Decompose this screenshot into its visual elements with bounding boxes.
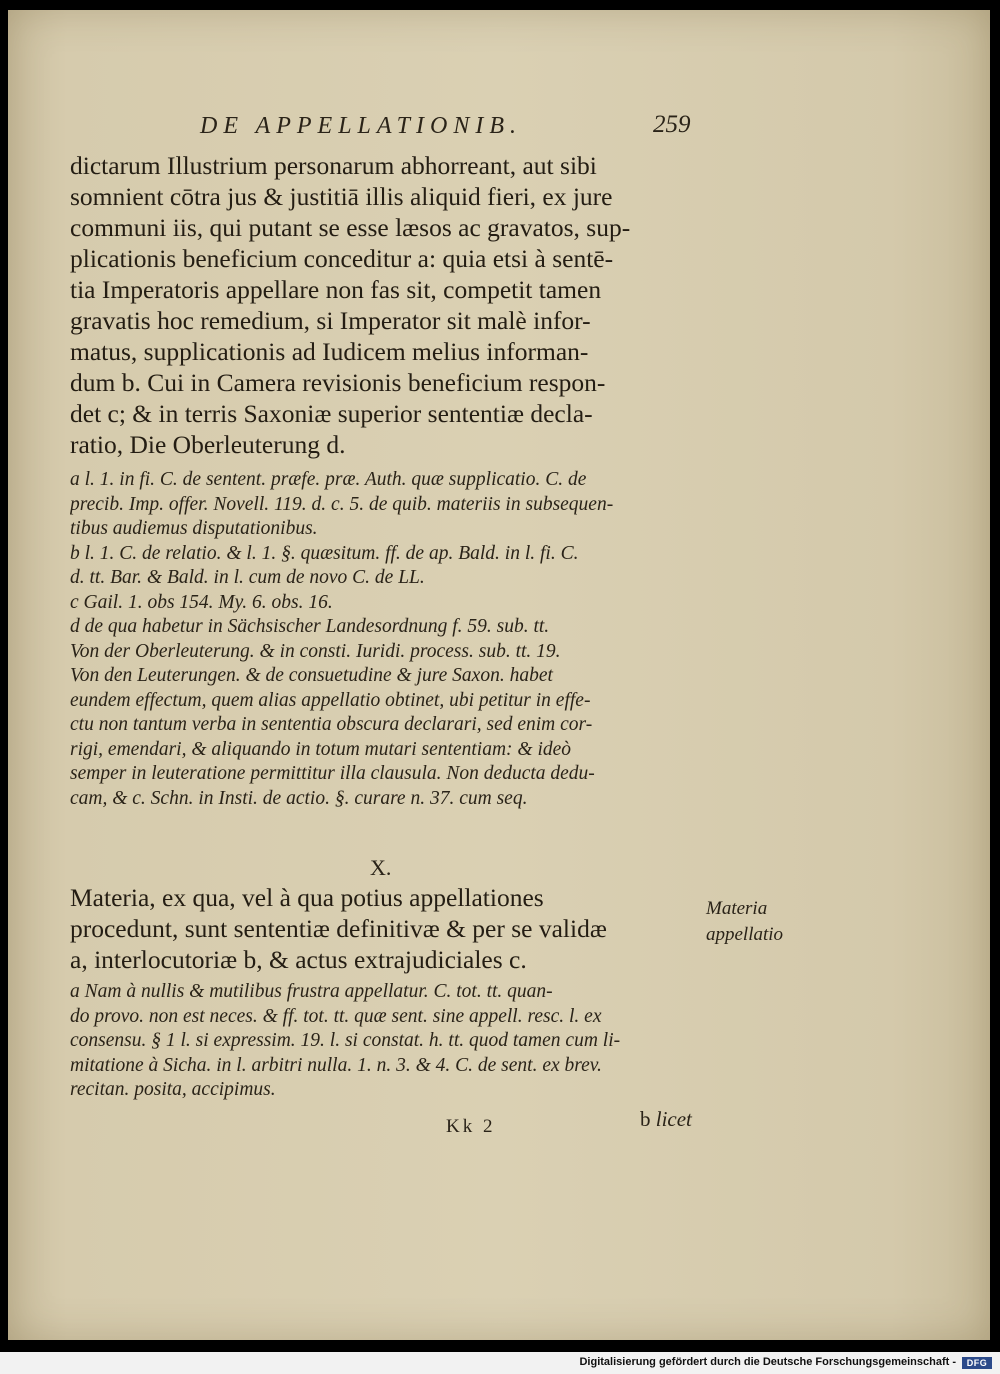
- footnote-line: Von der Oberleuterung. & in consti. Iuridi. process. sub. tt. 19.: [70, 640, 561, 662]
- marginal-note: [706, 896, 783, 948]
- catchword: [640, 1107, 692, 1132]
- footnotes-lower: [70, 980, 706, 1103]
- footnote-line: consensu. § 1 l. si expressim. 19. l. si constat. h. tt. quod tamen cum li-: [70, 1030, 621, 1051]
- text-line: matus, supplicationis ad Iudicem melius informan-: [70, 337, 589, 366]
- section-number: X.: [370, 855, 392, 880]
- footnote-line: rigi, emendari, & aliquando in totum mutari sententiam: & ideò: [70, 738, 572, 760]
- catchword-letter: b: [640, 1107, 651, 1131]
- footnote-line: a l. 1. in fi. C. de sentent. præfe. præ. Auth. quæ supplicatio. C. de: [70, 469, 587, 490]
- text-line: somnient cōtra jus & justitiā illis aliquid fieri, ex jure: [70, 182, 613, 211]
- text-line: Materia, ex qua, vel à qua potius appellationes: [70, 883, 544, 912]
- dfg-logo: DFG: [962, 1357, 992, 1369]
- main-text-upper: [70, 150, 706, 460]
- text-line: communi iis, qui putant se esse læsos ac gravatos, sup-: [70, 213, 631, 242]
- catchword-word: licet: [655, 1107, 692, 1131]
- footnote-line: eundem effectum, quem alias appellatio obtinet, ubi petitur in effe-: [70, 689, 591, 711]
- funding-credit: Digitalisierung gefördert durch die Deutsche Forschungsgemeinschaft -: [579, 1356, 956, 1368]
- signature-mark: Kk 2: [446, 1116, 496, 1137]
- footnote-line: b l. 1. C. de relatio. & l. 1. §. quæsitum. ff. de ap. Bald. in l. fi. C.: [70, 542, 579, 564]
- footnote-line: d de qua habetur in Sächsischer Landesordnung f. 59. sub. tt.: [70, 616, 550, 637]
- main-text-lower: [70, 882, 706, 975]
- footnote-line: precib. Imp. offer. Novell. 119. d. c. 5. de quib. materiis in subsequen-: [70, 493, 614, 515]
- footnote-line: do provo. non est neces. & ff. tot. tt. quæ sent. sine appell. resc. l. ex: [70, 1005, 602, 1027]
- footnote-line: tibus audiemus disputationibus.: [70, 518, 318, 539]
- footnote-line: c Gail. 1. obs 154. My. 6. obs. 16.: [70, 591, 333, 613]
- marginal-note-line: appellatio: [706, 924, 784, 945]
- footer-bar: [0, 1352, 1000, 1374]
- footnote-line: Von den Leuterungen. & de consuetudine & jure Saxon. habet: [70, 665, 553, 686]
- text-line: det c; & in terris Saxoniæ superior sententiæ decla-: [70, 399, 593, 428]
- text-line: gravatis hoc remedium, si Imperator sit malè infor-: [70, 306, 591, 335]
- footnote-line: recitan. posita, accipimus.: [70, 1079, 276, 1100]
- footnote-line: d. tt. Bar. & Bald. in l. cum de novo C. de LL.: [70, 567, 425, 588]
- text-line: tia Imperatoris appellare non fas sit, competit tamen: [70, 275, 602, 304]
- footnotes-upper: [70, 468, 706, 811]
- page-number: 259: [653, 111, 691, 138]
- text-line: a, interlocutoriæ b, & actus extrajudiciales c.: [70, 945, 527, 974]
- footnote-line: cam, & c. Schn. in Insti. de actio. §. curare n. 37. cum seq.: [70, 787, 528, 809]
- marginal-note-line: Materia: [706, 898, 768, 919]
- text-line: procedunt, sunt sententiæ definitivæ & per se validæ: [70, 914, 607, 943]
- text-line: dum b. Cui in Camera revisionis beneficium respon-: [70, 368, 606, 397]
- text-line: plicationis beneficium conceditur a: quia etsi à sentē-: [70, 244, 614, 273]
- footnote-line: ctu non tantum verba in sententia obscura declarari, sed enim cor-: [70, 714, 593, 735]
- text-line: dictarum Illustrium personarum abhorreant, aut sibi: [70, 151, 597, 180]
- running-head: DE APPELLATIONIB.: [200, 113, 522, 139]
- book-page-scan: [8, 10, 990, 1340]
- footnote-line: semper in leuteratione permittitur illa clausula. Non deducta dedu-: [70, 763, 595, 784]
- footnote-line: mitatione à Sicha. in l. arbitri nulla. 1. n. 3. & 4. C. de sent. ex brev.: [70, 1054, 602, 1076]
- text-line: ratio, Die Oberleuterung d.: [70, 430, 346, 459]
- footnote-line: a Nam à nullis & mutilibus frustra appellatur. C. tot. tt. quan-: [70, 981, 553, 1002]
